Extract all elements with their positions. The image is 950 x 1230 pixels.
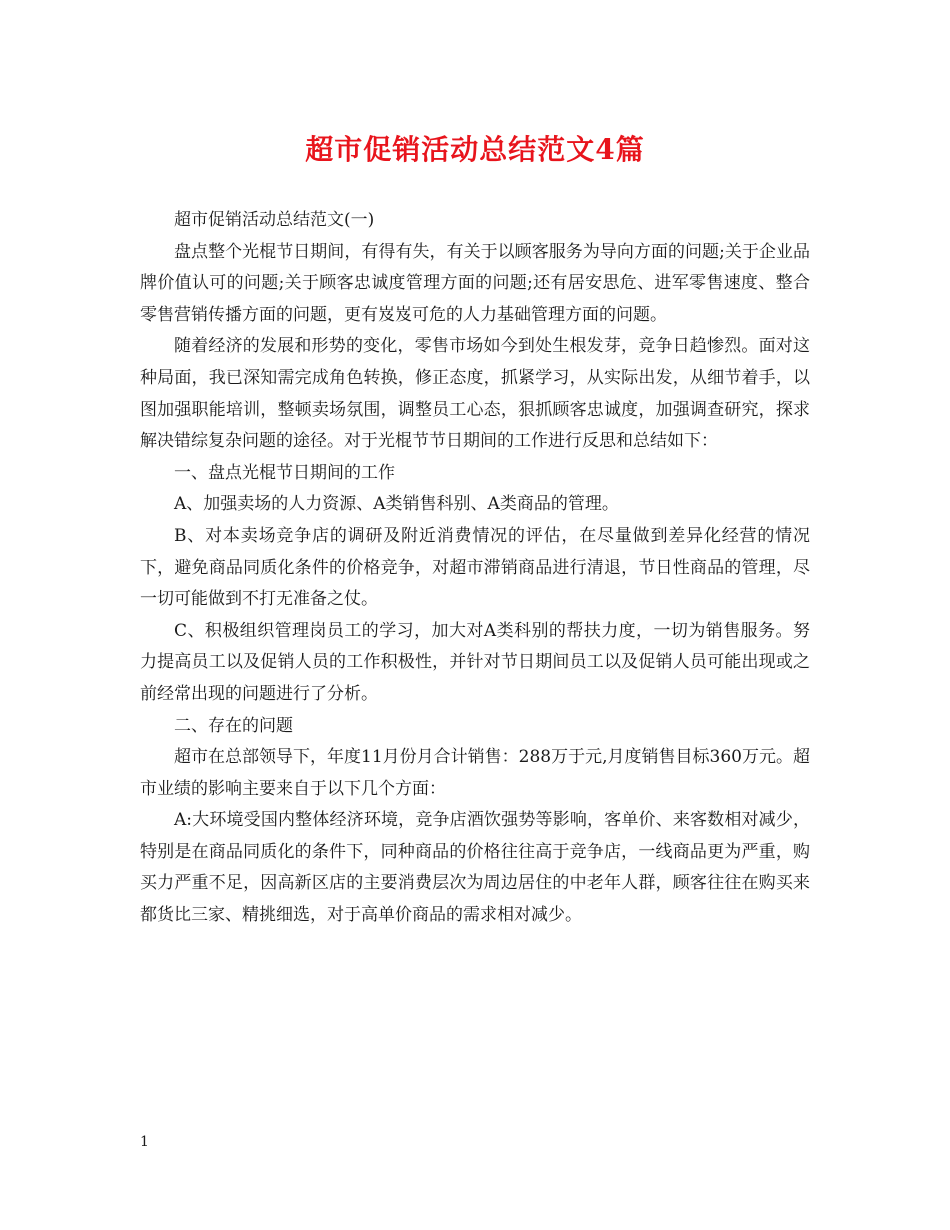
section-heading-work-review: 一、盘点光棍节日期间的工作 (174, 462, 395, 483)
paragraph-context: 随着经济的发展和形势的变化，零售市场如今到处生根发芽，竞争日趋惨烈。面对这种局面，我已深知需完成角色转换，修正态度，抓紧学习，从实际出发，从细节着手，以图加强职能培训，整顿卖场氛围，调整员工心态，狠抓顾客忠诚度，加强调查研究，探求解决错综复杂问题的途径。对于光棍节节日期间的工作进行反思和总结如下： (140, 336, 810, 452)
list-item-b: B、对本卖场竞争店的调研及附近消费情况的评估，在尽量做到差异化经营的情况下，避免商品同质化条件的价格竞争，对超市滞销商品进行清退，节日性商品的管理，尽一切可能做到不打无准备之仗。 (140, 525, 810, 610)
document-title: 超市促销活动总结范文4篇 (305, 133, 645, 166)
document-body (140, 205, 810, 932)
list-item-c: C、积极组织管理岗员工的学习，加大对A类科别的帮扶力度，一切为销售服务。努力提高员工以及促销人员的工作积极性，并针对节日期间员工以及促销人员可能出现或之前经常出现的问题进行了分析。 (140, 620, 810, 704)
section-heading-example-1: 超市促销活动总结范文(一) (174, 210, 375, 230)
list-item-a: A、加强卖场的人力资源、A类销售科别、A类商品的管理。 (174, 494, 619, 515)
paragraph-overview: 盘点整个光棍节日期间，有得有失，有关于以顾客服务为导向方面的问题;关于企业品牌价值认可的问题;关于顾客忠诚度管理方面的问题;还有居安思危、进军零售速度、整合零售营销传播方面的问题，更有岌岌可危的人力基础管理方面的问题。 (140, 241, 810, 325)
section-heading-problems: 二、存在的问题 (174, 715, 293, 736)
paragraph-sales-figures: 超市在总部领导下，年度11月份月合计销售：288万于元,月度销售目标360万元。超市业绩的影响主要来自于以下几个方面： (140, 747, 810, 799)
paragraph-factor-a: A:大环境受国内整体经济环境，竞争店酒饮强势等影响，客单价、来客数相对减少，特别是在商品同质化的条件下，同种商品的价格往往高于竞争店，一线商品更为严重，购买力严重不足，因高新区店的主要消费层次为周边居住的中老年人群，顾客往往在购买来都货比三家、精挑细选，对于高单价商品的需求相对减少。 (140, 810, 810, 926)
page-number: 1 (140, 1134, 149, 1150)
